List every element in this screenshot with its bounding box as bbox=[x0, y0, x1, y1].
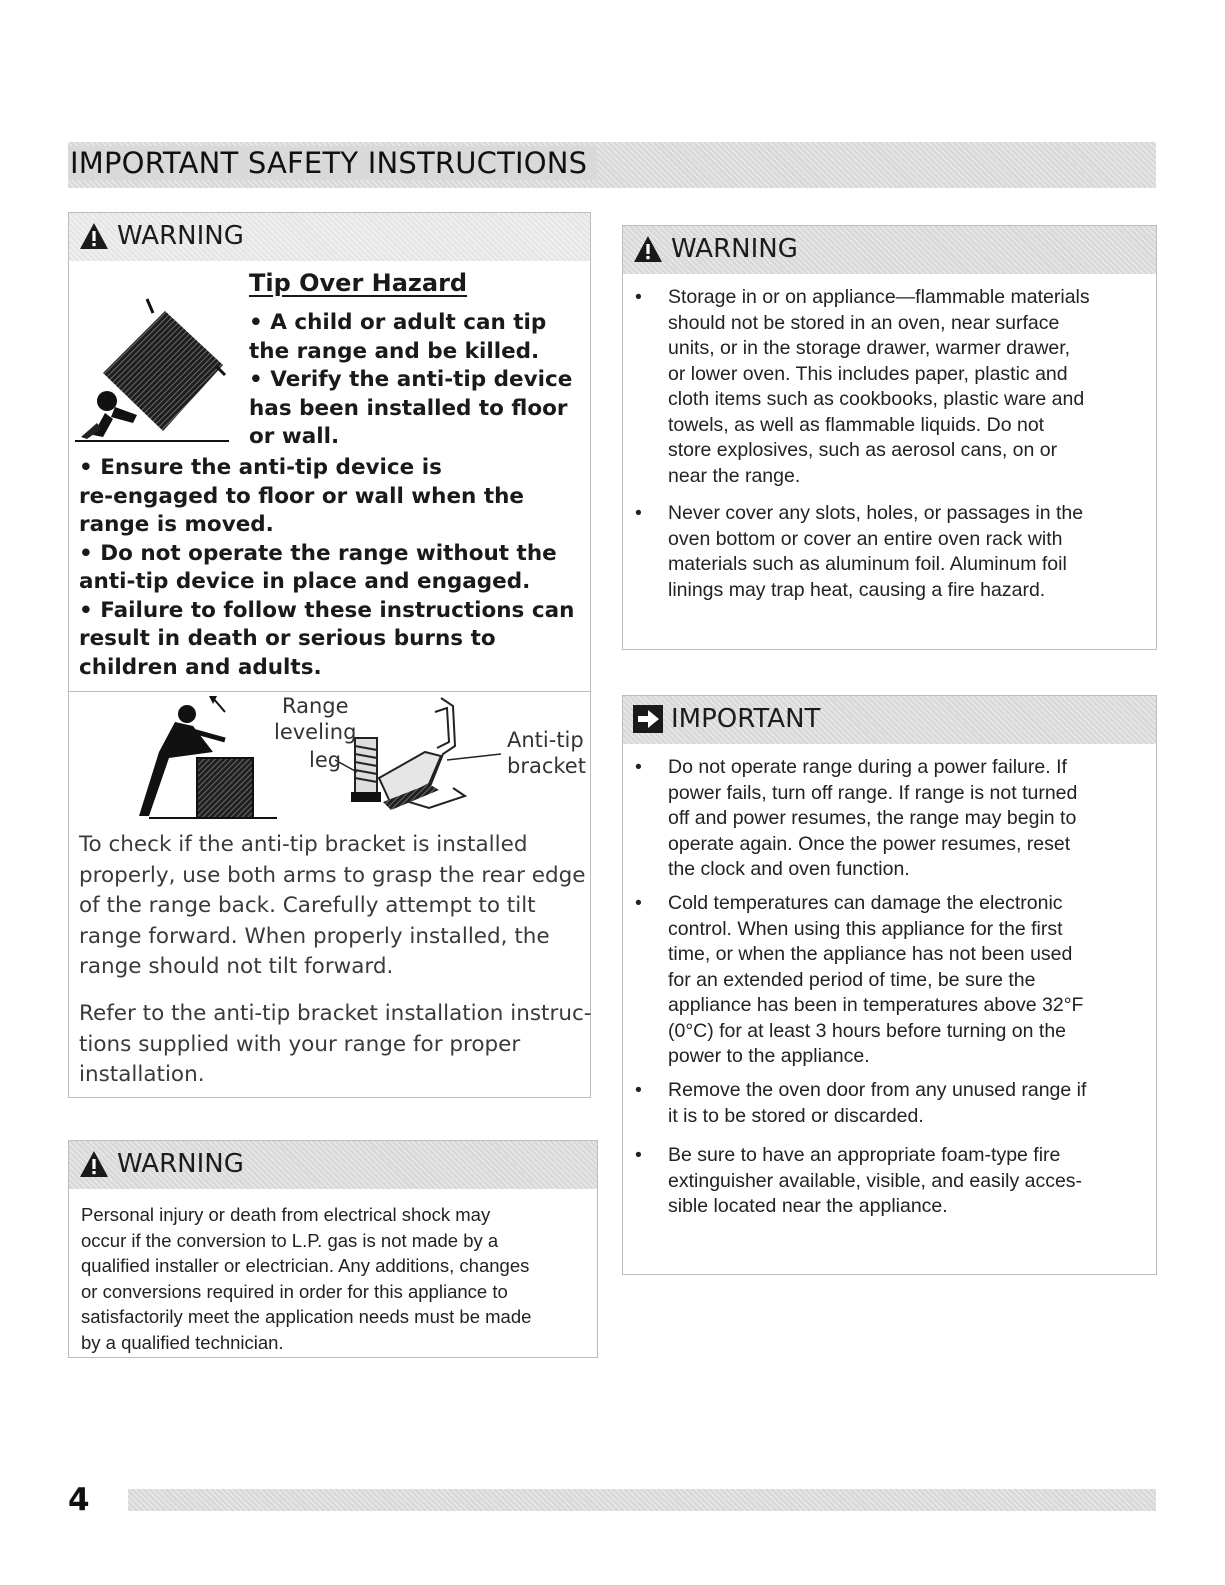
electrical-warning-header bbox=[69, 1141, 597, 1189]
hazard-line: has been installed to floor bbox=[249, 395, 568, 421]
warning-label: WARNING bbox=[671, 234, 798, 264]
text-line: Personal injury or death from electrical shock may bbox=[81, 1204, 491, 1225]
text-line: tions supplied with your range for proper bbox=[79, 1031, 521, 1057]
bullet-dot: • bbox=[635, 1079, 642, 1101]
text-line: power to the appliance. bbox=[668, 1045, 870, 1067]
warning-label: WARNING bbox=[117, 1149, 244, 1179]
page-number: 4 bbox=[68, 1482, 90, 1518]
warning-triangle-icon bbox=[79, 1150, 109, 1178]
text-line: for an extended period of time, be sure the bbox=[668, 968, 1036, 991]
tip-over-warning-header bbox=[69, 213, 590, 261]
text-line: installation. bbox=[79, 1062, 205, 1087]
text-line: occur if the conversion to L.P. gas is not made by a bbox=[81, 1229, 499, 1251]
text-line: properly, use both arms to grasp the rear edge bbox=[79, 862, 586, 888]
label-range: Range bbox=[282, 694, 349, 718]
bullet-dot: • bbox=[635, 756, 642, 778]
page-title-banner bbox=[68, 142, 1156, 188]
text-line: appliance has been in temperatures above 32°F bbox=[668, 994, 1084, 1016]
text-line: Refer to the anti-tip bracket installation instruc- bbox=[79, 1001, 592, 1026]
important-header bbox=[623, 696, 1156, 744]
text-line: linings may trap heat, causing a fire hazard. bbox=[668, 578, 1046, 601]
text-line: control. When using this appliance for the first bbox=[668, 917, 1063, 940]
warning-label: WARNING bbox=[117, 221, 244, 251]
label-anti-tip: Anti-tip bbox=[507, 728, 584, 752]
text-line: it is to be stored or discarded. bbox=[668, 1104, 924, 1127]
hazard-points-right bbox=[249, 309, 572, 452]
text-line: power fails, turn off range. If range is not turned bbox=[668, 781, 1078, 804]
hazard-line: • Verify the anti-tip device bbox=[249, 367, 573, 392]
storage-warning-header bbox=[623, 226, 1156, 274]
hazard-line: the range and be killed. bbox=[249, 338, 540, 364]
hazard-line: children and adults. bbox=[79, 654, 322, 680]
installation-reference bbox=[79, 999, 592, 1091]
text-line: Remove the oven door from any unused range if bbox=[668, 1079, 1087, 1101]
bullet-dot: • bbox=[635, 1144, 642, 1166]
warning-triangle-icon bbox=[633, 235, 663, 263]
important-notice-box bbox=[622, 695, 1157, 1275]
arrow-right-icon bbox=[633, 705, 663, 733]
hazard-line: range is moved. bbox=[79, 512, 274, 537]
text-line: satisfactorily meet the application needs must be made bbox=[81, 1306, 532, 1327]
storage-warning-box bbox=[622, 225, 1157, 650]
hazard-line: or wall. bbox=[249, 424, 340, 449]
text-line: by a qualified technician. bbox=[81, 1331, 284, 1353]
text-line: Storage in or on appliance—flammable materials bbox=[668, 286, 1090, 308]
tip-over-warning-box bbox=[68, 212, 591, 692]
text-line: should not be stored in an oven, near surface bbox=[668, 311, 1060, 334]
text-line: operate again. Once the power resumes, reset bbox=[668, 832, 1071, 855]
anti-tip-instructions-box bbox=[68, 692, 591, 1098]
text-line: materials such as aluminum foil. Aluminum foil bbox=[668, 553, 1067, 575]
bullet-dot: • bbox=[635, 286, 642, 308]
text-line: or lower oven. This includes paper, plastic and bbox=[668, 362, 1068, 385]
text-line: range should not tilt forward. bbox=[79, 954, 394, 979]
hazard-line: • Ensure the anti-tip device is bbox=[79, 455, 442, 480]
label-leg: leg bbox=[309, 748, 342, 772]
hazard-line: result in death or serious burns to bbox=[79, 626, 496, 651]
label-bracket: bracket bbox=[507, 754, 586, 778]
text-line: To check if the anti-tip bracket is installed bbox=[79, 832, 528, 857]
text-line: extinguisher available, visible, and easily acces- bbox=[668, 1169, 1083, 1192]
electrical-shock-warning-box bbox=[68, 1140, 598, 1358]
text-line: store explosives, such as aerosol cans, on or bbox=[668, 439, 1058, 461]
important-label: IMPORTANT bbox=[671, 704, 821, 734]
text-line: or conversions required in order for this appliance to bbox=[81, 1280, 508, 1302]
text-line: qualified installer or electrician. Any additions, changes bbox=[81, 1255, 530, 1276]
label-leveling: leveling bbox=[274, 720, 357, 744]
warning-triangle-icon bbox=[79, 222, 109, 250]
hazard-line: anti-tip device in place and engaged. bbox=[79, 569, 531, 594]
text-line: units, or in the storage drawer, warmer drawer, bbox=[668, 337, 1071, 359]
check-instructions bbox=[79, 830, 586, 983]
tip-over-illustration bbox=[75, 295, 245, 445]
text-line: near the range. bbox=[668, 464, 801, 487]
hazard-points-full bbox=[79, 454, 574, 682]
text-line: Cold temperatures can damage the electronic bbox=[668, 892, 1063, 914]
text-line: oven bottom or cover an entire oven rack with bbox=[668, 527, 1063, 550]
text-line: Be sure to have an appropriate foam-type fire bbox=[668, 1144, 1061, 1166]
text-line: Do not operate range during a power failure. If bbox=[668, 756, 1067, 778]
hazard-line: • A child or adult can tip bbox=[249, 310, 547, 335]
text-line: towels, as well as flammable liquids. Do not bbox=[668, 413, 1045, 436]
text-line: range forward. When properly installed, the bbox=[79, 923, 550, 949]
text-line: (0°C) for at least 3 hours before turning on the bbox=[668, 1019, 1067, 1042]
text-line: Never cover any slots, holes, or passages in the bbox=[668, 502, 1084, 524]
footer-bar bbox=[128, 1489, 1156, 1511]
hazard-title: Tip Over Hazard bbox=[249, 269, 468, 297]
hazard-line: re-engaged to floor or wall when the bbox=[79, 483, 525, 509]
text-line: of the range back. Carefully attempt to tilt bbox=[79, 893, 536, 918]
electrical-warning-text bbox=[81, 1202, 587, 1355]
text-line: sible located near the appliance. bbox=[668, 1195, 948, 1217]
page-title: IMPORTANT SAFETY INSTRUCTIONS bbox=[68, 146, 597, 180]
hazard-line: • Do not operate the range without the bbox=[79, 540, 557, 566]
text-line: time, or when the appliance has not been used bbox=[668, 943, 1073, 965]
text-line: the clock and oven function. bbox=[668, 858, 910, 880]
hazard-line: • Failure to follow these instructions can bbox=[79, 597, 575, 623]
bullet-dot: • bbox=[635, 502, 642, 524]
text-line: cloth items such as cookbooks, plastic ware and bbox=[668, 388, 1085, 410]
bullet-dot: • bbox=[635, 892, 642, 914]
text-line: off and power resumes, the range may begin to bbox=[668, 807, 1077, 829]
